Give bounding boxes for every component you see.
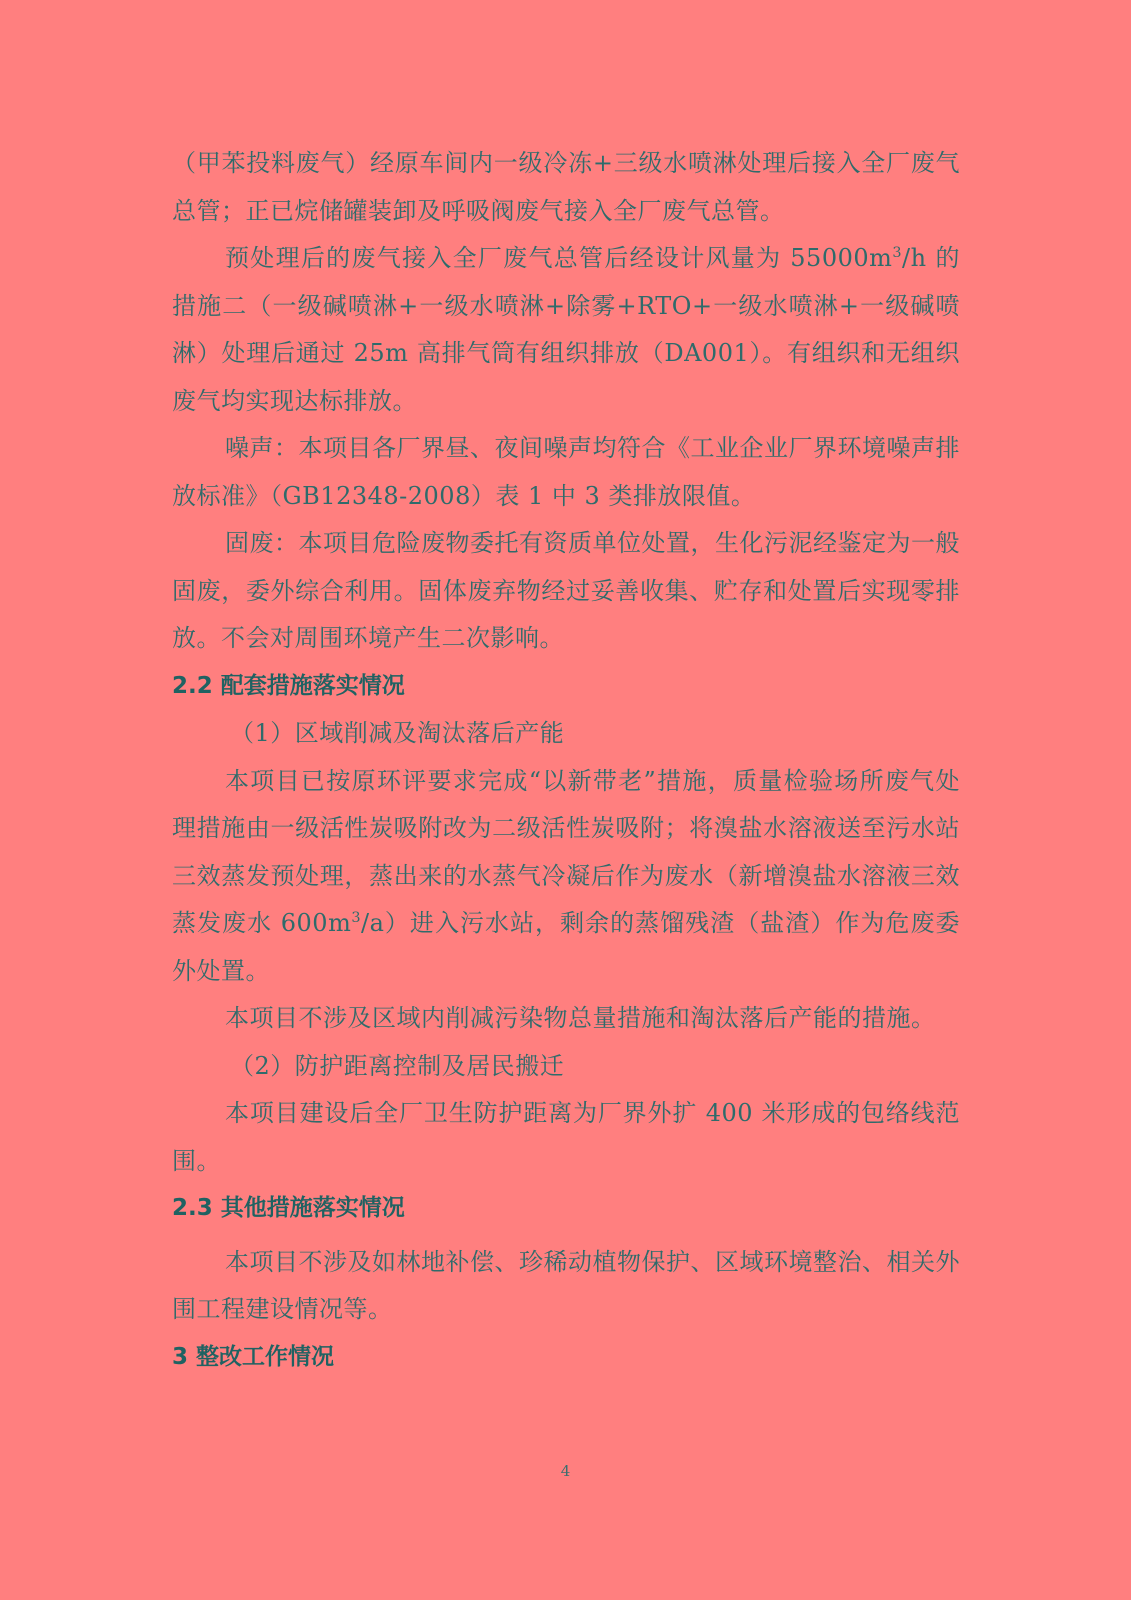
paragraph-no-reduction: 本项目不涉及区域内削减污染物总量措施和淘汰落后产能的措施。 xyxy=(225,1004,936,1032)
paragraph-protection-distance: 本项目建设后全厂卫生防护距离为厂界外扩 400 米形成的包络线范围。 xyxy=(172,1099,960,1175)
section-heading-3: 3 整改工作情况 xyxy=(172,1343,335,1370)
section-heading-2-3: 2.3 其他措施落实情况 xyxy=(172,1195,405,1221)
paragraph-text: 预处理后的废气接入全厂废气总管后经设计风量为 55000m xyxy=(225,244,893,272)
paragraph-solid-waste: 固废：本项目危险废物委托有资质单位处置，生化污泥经鉴定为一般固废，委外综合利用。固体废弃物经过妥善收集、贮存和处置后实现零排放。不会对周围环境产生二次影响。 xyxy=(172,529,960,652)
paragraph-new-with-old xyxy=(172,758,960,996)
section-heading-2-2: 2.2 配套措施落实情况 xyxy=(172,672,405,699)
paragraph-other-measures: 本项目不涉及如林地补偿、珍稀动植物保护、区域环境整治、相关外围工程建设情况等。 xyxy=(172,1247,960,1323)
paragraph-text: 本项目已按原环评要求完成“以新带老”措施，质量检验场所废气处理措施由一级活性炭吸附改为二级活性炭吸附；将溴盐水溶液送至污水站三效蒸发预处理，蒸出来的水蒸气冷凝后作为废水（新增溴盐水溶液三效蒸发废水 600m xyxy=(172,766,960,937)
paragraph-text: /h 的措施二（一级碱喷淋+一级水喷淋+除雾+RTO+一级水喷淋+一级碱喷淋）处理后通过 25m 高排气筒有组织排放（DA001）。有组织和无组织废气均实现达标排放。 xyxy=(172,244,961,415)
superscript: 3 xyxy=(351,910,361,926)
paragraph-exhaust-pretreatment: （甲苯投料废气）经原车间内一级冷冻+三级水喷淋处理后接入全厂废气总管；正已烷储罐装卸及呼吸阀废气接入全厂废气总管。 xyxy=(172,149,960,225)
subheading-regional-reduction: （1）区域削减及淘汰落后产能 xyxy=(230,719,565,747)
paragraph-text: /a）进入污水站，剩余的蒸馏残渣（盐渣）作为危废委外处置。 xyxy=(172,909,960,985)
document-body xyxy=(172,140,960,1381)
paragraph-exhaust-main-treatment xyxy=(172,235,960,425)
subheading-protection-distance: （2）防护距离控制及居民搬迁 xyxy=(230,1051,565,1080)
page-number: 4 xyxy=(560,1462,571,1480)
superscript: 3 xyxy=(892,245,903,261)
paragraph-noise: 噪声：本项目各厂界昼、夜间噪声均符合《工业企业厂界环境噪声排放标准》（GB12348-2008）表 1 中 3 类排放限值。 xyxy=(172,434,960,510)
